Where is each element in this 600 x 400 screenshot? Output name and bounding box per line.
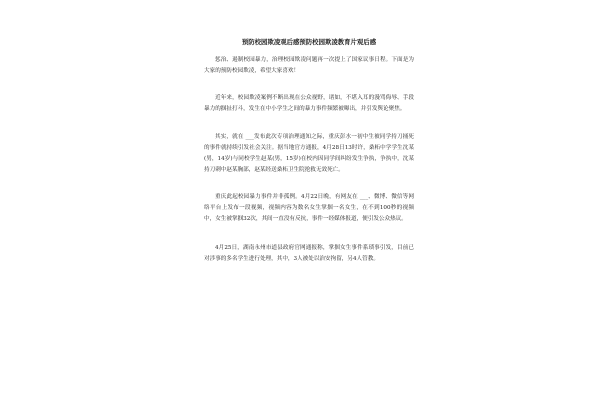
paragraph-background: 近年来，校园欺凌案例不断出现在公众视野，诸如，不堪入耳的漫骂侮辱、手段暴力的掴扯打斗，发生在中小学生之间的暴力事件频繁被曝出，并引发舆论聚焦。: [204, 95, 414, 112]
paragraph-video-case: 重庆此起校园暴力事件并非孤例。4月22日晚，有网友在 ___、微博、微信等网络平台上发布一段视频，视频内容为数名女生掌掴一名女生，在不到100秒的视频中，女生被掌掴32次，其间一直没有反抗，事件一经媒体报道，便引发公众热议。: [204, 194, 414, 222]
document-title: 预防校园欺凌观后感预防校园欺凌教育片观后感: [241, 38, 377, 46]
paragraph-intro: 惩治、遏制校园暴力，治理校园欺凌问题再一次提上了国家议事日程。下面是为大家的预防校园欺凌，希望大家喜欢！: [204, 57, 414, 74]
paragraph-spacer: [204, 225, 414, 243]
paragraph-yongzhou-report: 4月25日，湖南永州市道县政府官网通报称，掌掴女生事件系琐事引发，目前已对涉事的多名学生进行处理，其中，3人被处以治安拘留，另4人管教。: [204, 245, 414, 262]
paragraph-spacer: [204, 115, 414, 132]
paragraph-spacer: [204, 176, 414, 192]
document-body: [204, 38, 414, 265]
paragraph-chongqing-case: 其实，就在 ___发布此次专项治理通知之际，重庆彭水一初中生被同学持刀捅死的事件就持续引发社会关注。据当地官方通报，4月28日13时许，桑柘中学学生沈某(男，14岁)与同校学生赵某(男，15岁)在校内因同学间纠纷发生争执，争执中，沈某持刀刺中赵某胸部，赵某经送桑柘卫生院抢救无效死亡。: [204, 134, 414, 173]
paragraph-spacer: [204, 77, 414, 93]
